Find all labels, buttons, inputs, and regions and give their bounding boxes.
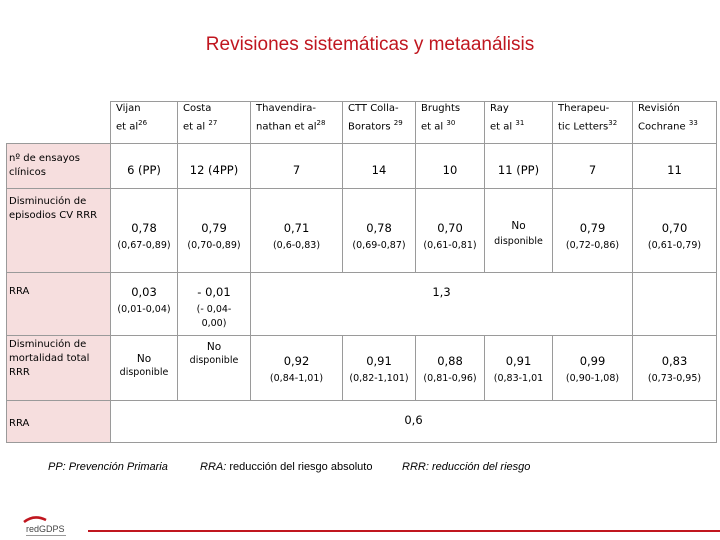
- legend-rra: RRA: reducción del riesgo absoluto: [200, 461, 373, 473]
- table-cell: 6 (PP): [111, 144, 178, 189]
- table-row: [7, 273, 717, 336]
- table-cell: 7: [251, 144, 343, 189]
- header-cell: Therapeu- tic Letters$^{32}$: [553, 102, 633, 144]
- row-label: nº de ensayos clínicos: [7, 144, 111, 189]
- table-cell: 0,91 (0,83-1,01: [485, 336, 553, 401]
- redgdps-logo: [20, 512, 80, 540]
- header-cell: Ray et al $^{31}$: [485, 102, 553, 144]
- header-cell: CTT Colla- Borators $^{29}$: [343, 102, 416, 144]
- table-cell: 12 (4PP): [178, 144, 251, 189]
- header-row: [7, 102, 717, 144]
- table-cell: 7: [553, 144, 633, 189]
- meta-analysis-table: [6, 101, 717, 443]
- table-cell: 0,71 (0,6-0,83): [251, 189, 343, 273]
- row-label: Disminución de episodios CV RRR: [7, 189, 111, 273]
- table-cell: 0,92 (0,84-1,01): [251, 336, 343, 401]
- table-cell: No disponible: [111, 336, 178, 401]
- table-cell-merged: 0,6: [111, 401, 717, 443]
- table-cell: - 0,01 (- 0,04- 0,00): [178, 273, 251, 336]
- table-cell: 0,88 (0,81-0,96): [416, 336, 485, 401]
- row-label: RRA: [7, 273, 111, 336]
- table-cell: 0,03 (0,01-0,04): [111, 273, 178, 336]
- table-cell: 0,78 (0,67-0,89): [111, 189, 178, 273]
- header-cell: Costa et al $^{27}$: [178, 102, 251, 144]
- table-cell: 11 (PP): [485, 144, 553, 189]
- svg-text:redGDPS: redGDPS: [26, 524, 65, 534]
- footer-line: [88, 530, 720, 532]
- table-row: [7, 401, 717, 443]
- table-cell: 0,78 (0,69-0,87): [343, 189, 416, 273]
- header-cell: Brughts et al $^{30}$: [416, 102, 485, 144]
- row-label: RRA: [7, 401, 111, 443]
- table-cell: 0,79 (0,70-0,89): [178, 189, 251, 273]
- table-row: [7, 336, 717, 401]
- table-row: [7, 189, 717, 273]
- table-row: [7, 144, 717, 189]
- corner-cell: [7, 102, 111, 144]
- table-cell: 10: [416, 144, 485, 189]
- table-cell: No disponible: [485, 189, 553, 273]
- legend-rrr: RRR: reducción del riesgo: [402, 461, 531, 473]
- table-cell: 0,99 (0,90-1,08): [553, 336, 633, 401]
- header-cell: Revisión Cochrane $^{33}$: [633, 102, 717, 144]
- table-cell: 0,70 (0,61-0,79): [633, 189, 717, 273]
- page-title: Revisiones sistemáticas y metaanálisis: [205, 34, 535, 55]
- header-cell: Vijan et $al^{26}$: [111, 102, 178, 144]
- table-cell: [633, 273, 717, 336]
- table-cell: 0,83 (0,73-0,95): [633, 336, 717, 401]
- table-cell: 0,70 (0,61-0,81): [416, 189, 485, 273]
- legend-pp: PP: Prevención Primaria: [48, 461, 168, 473]
- table-cell-merged: 1,3: [251, 273, 633, 336]
- table-cell: 11: [633, 144, 717, 189]
- table-cell: 0,91 (0,82-1,101): [343, 336, 416, 401]
- row-label: Disminución de mortalidad total RRR: [7, 336, 111, 401]
- header-cell: Thavendira- nathan et $al^{28}$: [251, 102, 343, 144]
- table-cell: 14: [343, 144, 416, 189]
- table-cell: 0,79 (0,72-0,86): [553, 189, 633, 273]
- table-cell: No disponible: [178, 336, 251, 401]
